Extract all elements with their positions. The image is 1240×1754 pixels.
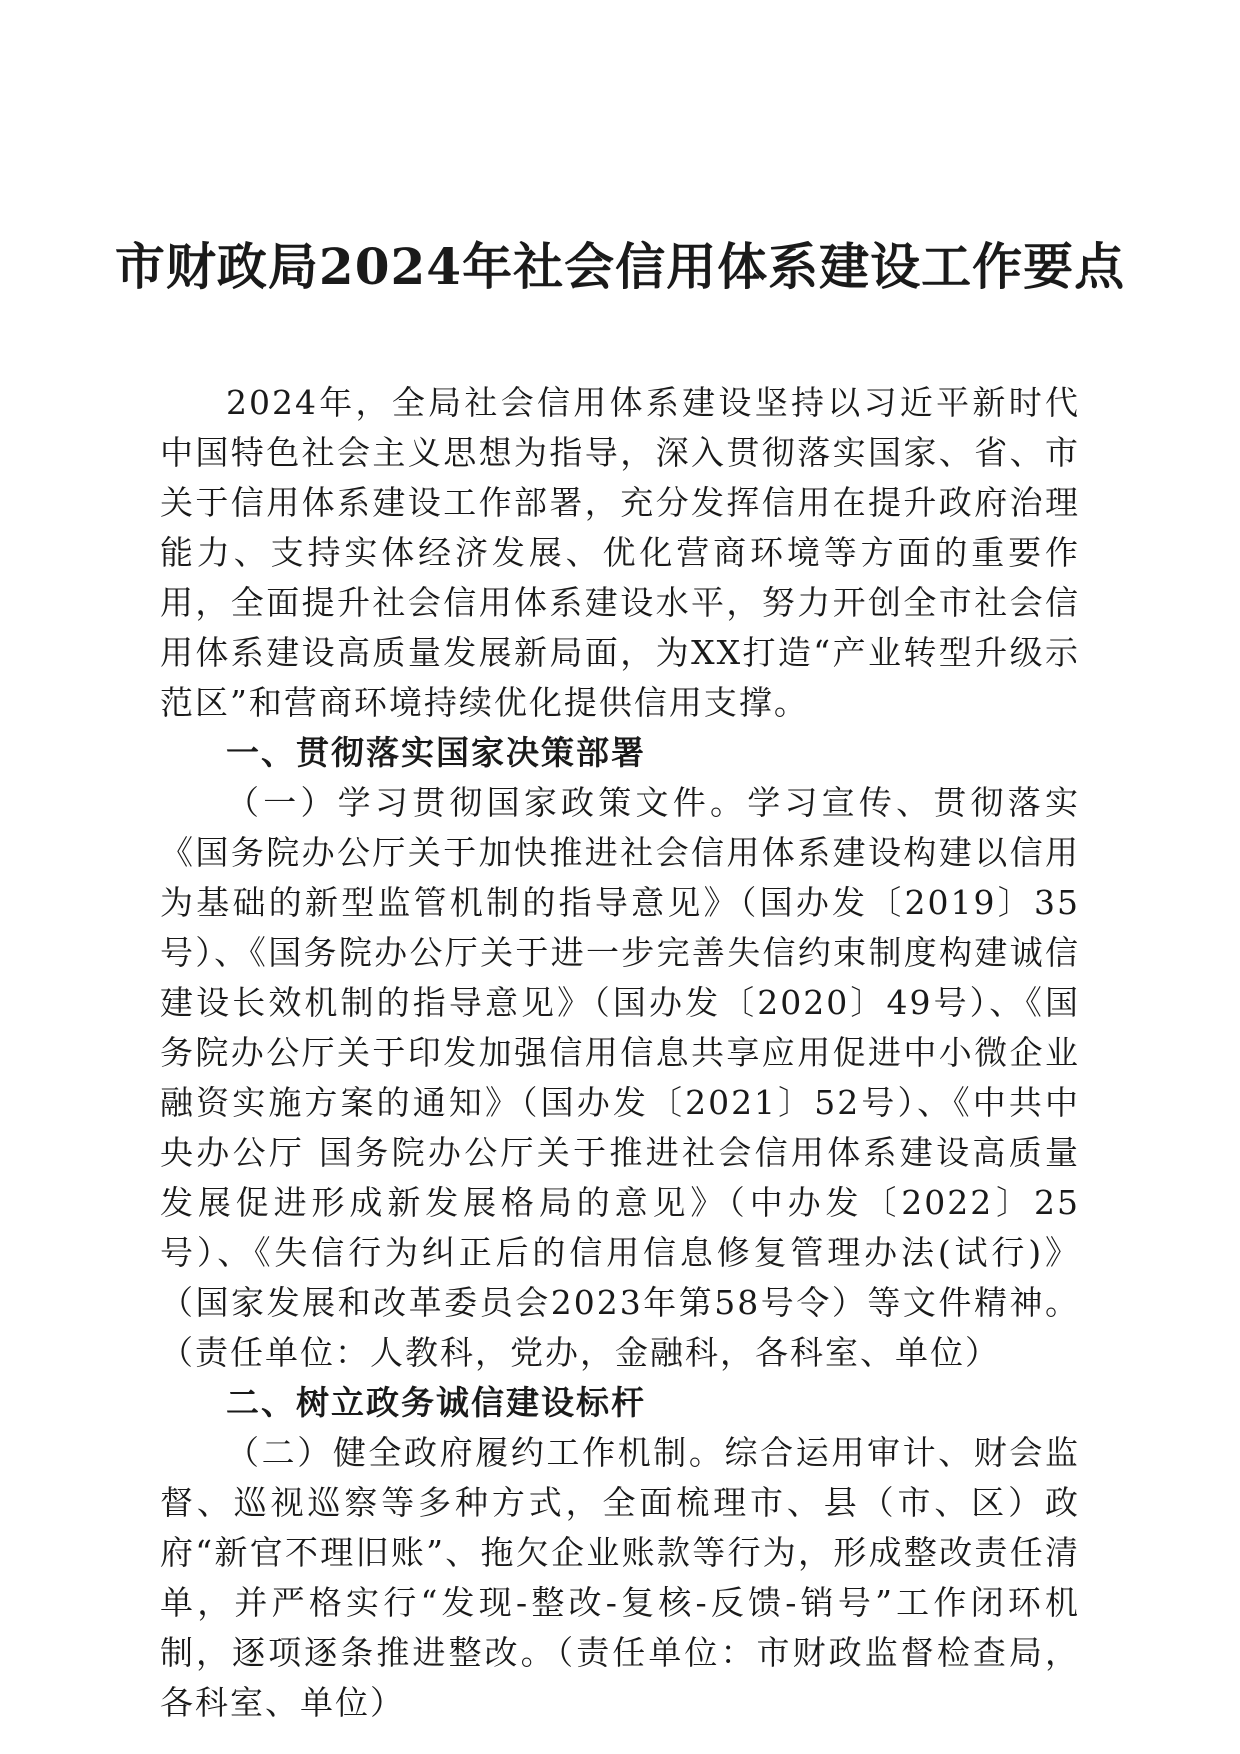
section-item-1	[160, 778, 1080, 1378]
section-item-1-title: （一）学习贯彻国家政策文件。	[226, 783, 748, 822]
document-body	[160, 378, 1080, 1728]
intro-paragraph: 2024年，全局社会信用体系建设坚持以习近平新时代中国特色社会主义思想为指导，深入贯彻落实国家、省、市关于信用体系建设工作部署，充分发挥信用在提升政府治理能力、支持实体经济发展、优化营商环境等方面的重要作用，全面提升社会信用体系建设水平，努力开创全市社会信用体系建设高质量发展新局面，为XX打造“产业转型升级示范区”和营商环境持续优化提供信用支撑。	[160, 383, 1080, 722]
section-heading-1: 一、贯彻落实国家决策部署	[226, 733, 646, 772]
section-heading-2: 二、树立政务诚信建设标杆	[226, 1383, 646, 1422]
section-item-1-body: 学习宣传、贯彻落实《国务院办公厅关于加快推进社会信用体系建设构建以信用为基础的新型监管机制的指导意见》（国办发〔2019〕35号）、《国务院办公厅关于进一步完善失信约束制度构建诚信建设长效机制的指导意见》（国办发〔2020〕49号）、《国务院办公厅关于印发加强信用信息共享应用促进中小微企业融资实施方案的通知》（国办发〔2021〕52号）、《中共中央办公厅 国务院办公厅关于推进社会信用体系建设高质量发展促进形成新发展格局的意见》（中办发〔2022〕25号）、《失信行为纠正后的信用信息修复管理办法(试行)》（国家发展和改革委员会2023年第58号令）等文件精神。（责任单位：人教科，党办，金融科，各科室、单位）	[160, 783, 1081, 1372]
document-title: 市财政局2024年社会信用体系建设工作要点	[114, 237, 1126, 296]
section-item-2	[160, 1428, 1080, 1728]
section-item-2-title: （二）健全政府履约工作机制。	[226, 1433, 725, 1472]
section-item-2-body: 综合运用审计、财会监督、巡视巡察等多种方式，全面梳理市、县（市、区）政府“新官不理旧账”、拖欠企业账款等行为，形成整改责任清单，并严格实行“发现-整改-复核-反馈-销号”工作闭环机制，逐项逐条推进整改。（责任单位：市财政监督检查局，各科室、单位）	[160, 1433, 1081, 1722]
